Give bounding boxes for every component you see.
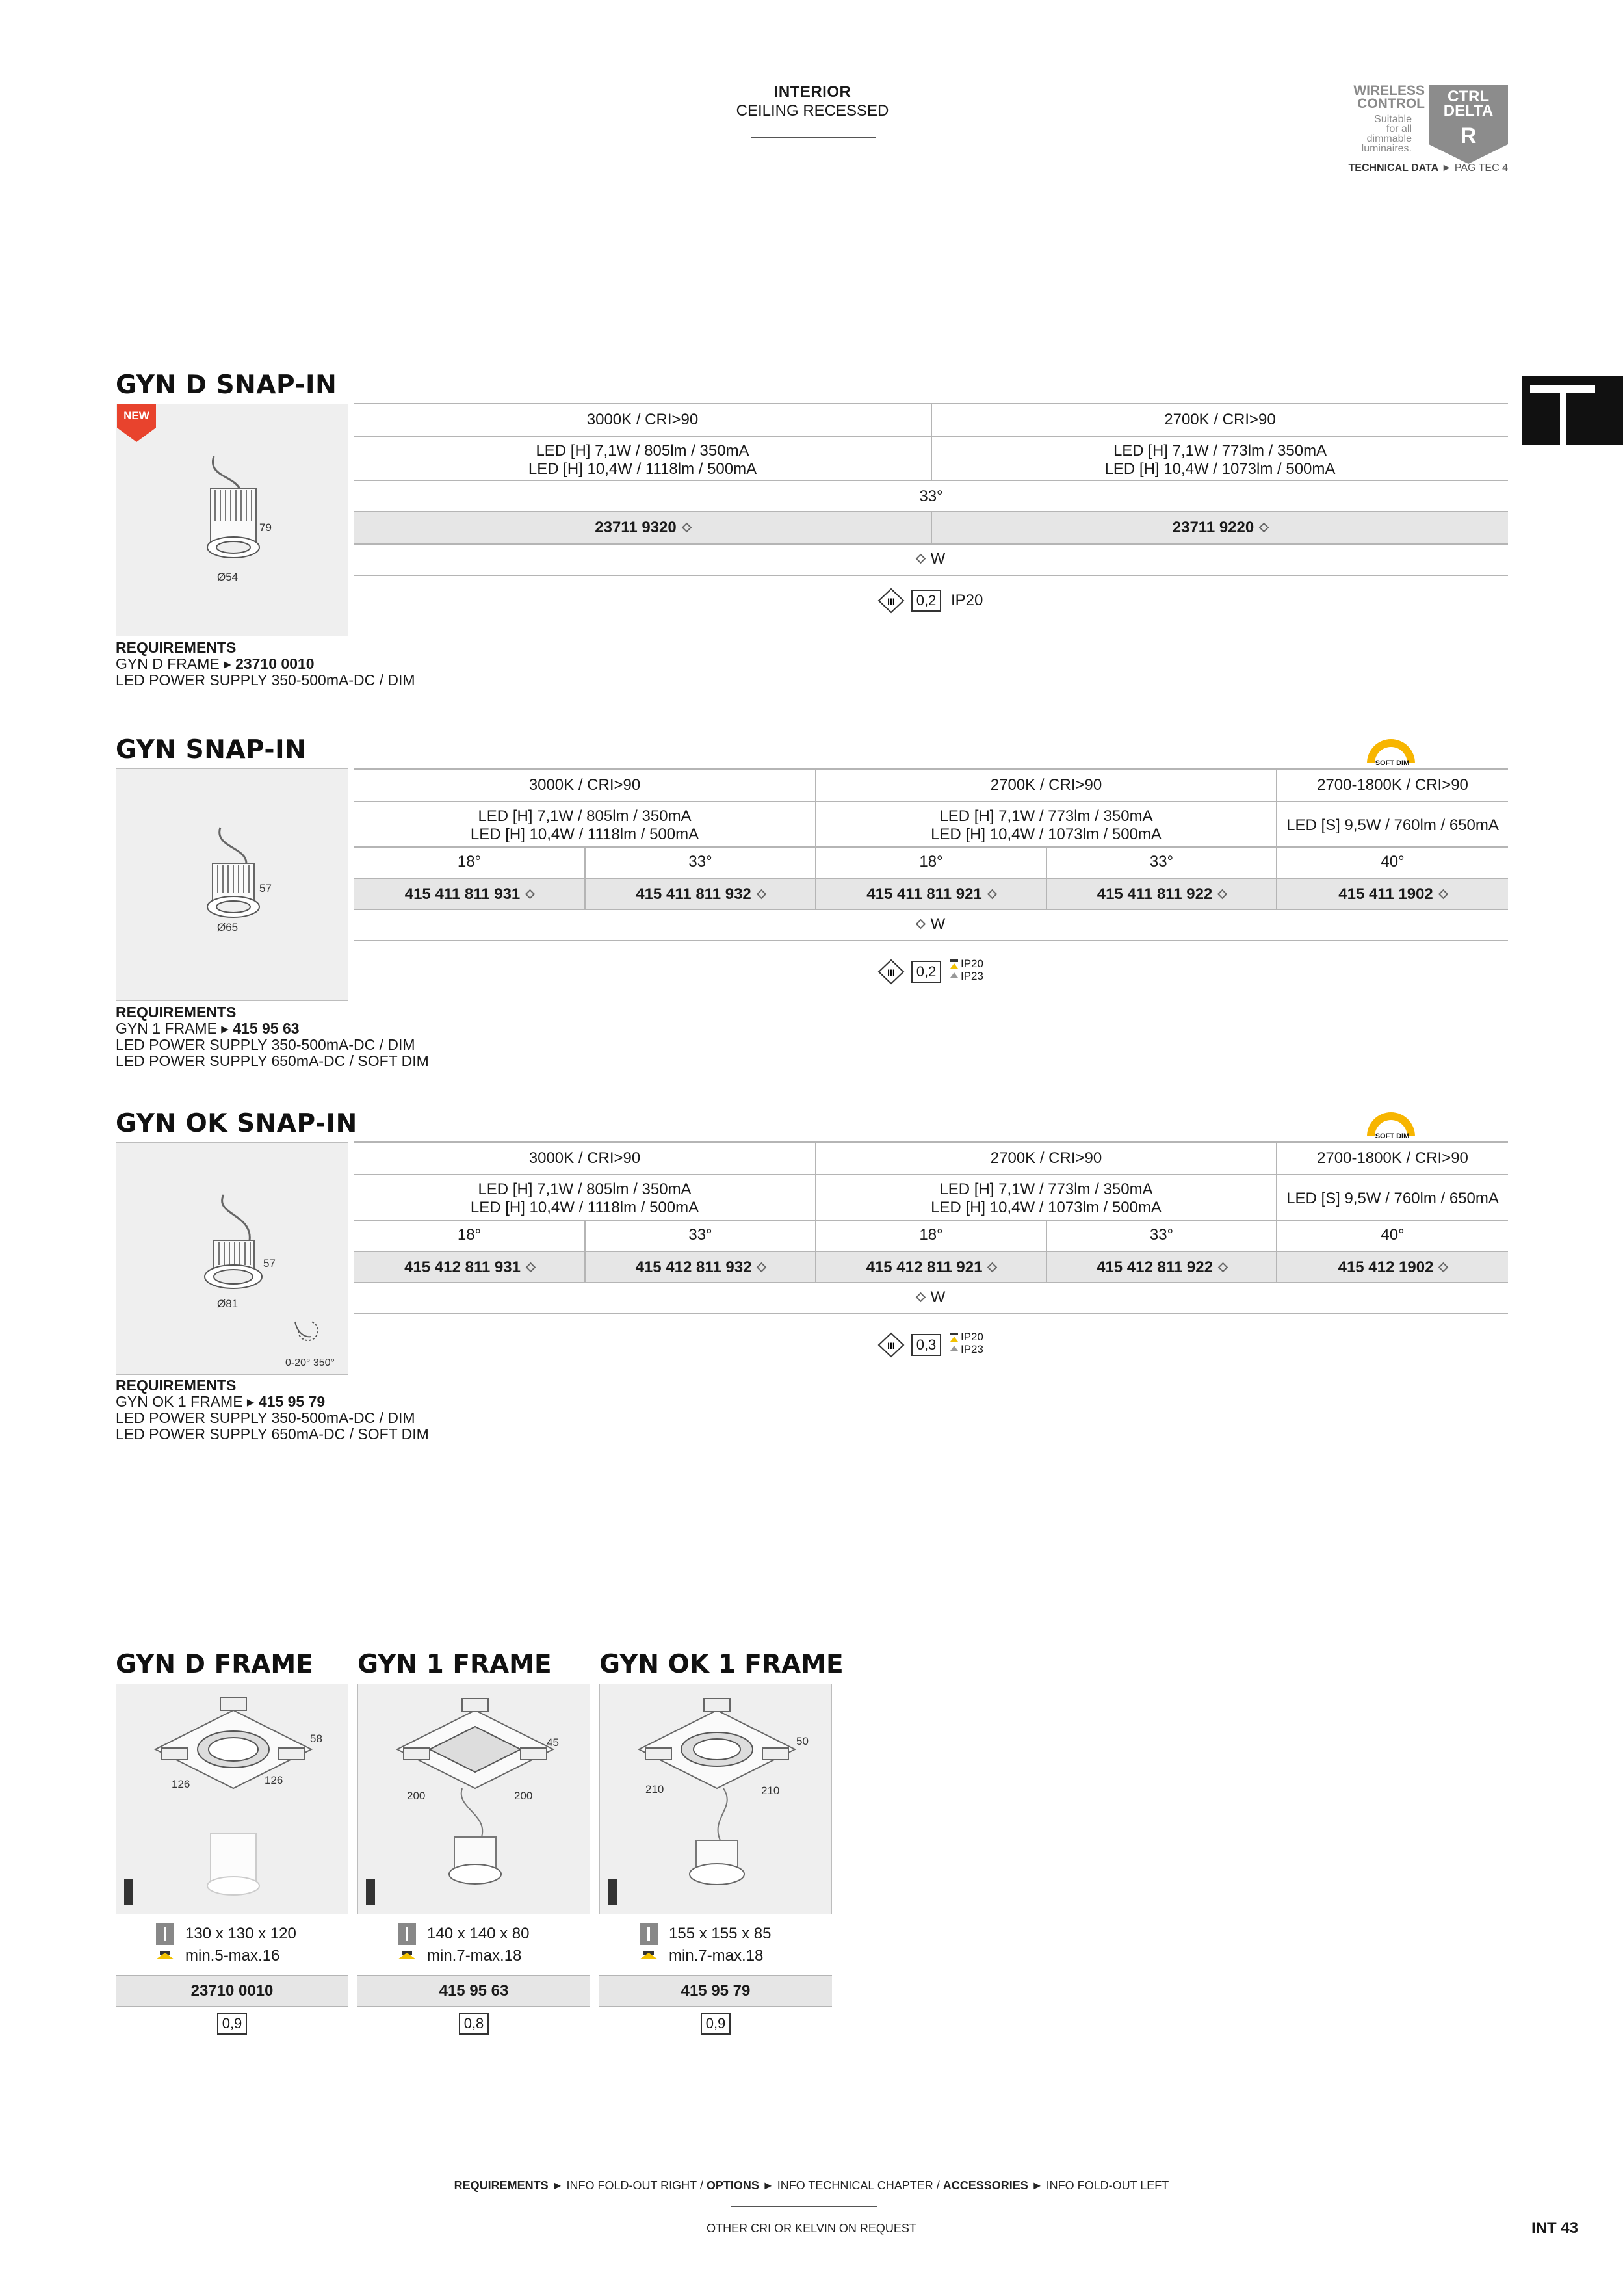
svg-text:III: III bbox=[887, 596, 895, 607]
white-finish-icon bbox=[1259, 523, 1269, 533]
color-legend: W bbox=[354, 550, 1508, 568]
dim-side-a: 200 bbox=[407, 1790, 426, 1802]
product-code[interactable]: 415 412 1902 bbox=[1277, 1259, 1508, 1277]
frame-dims-gyn-ok-1: 155 x 155 x 85 min.7-max.18 bbox=[669, 1925, 772, 1964]
dim-side-a: 126 bbox=[172, 1778, 190, 1790]
dim-side-b: 210 bbox=[761, 1784, 780, 1797]
wireless-control-title: WIRELESS CONTROL bbox=[1353, 83, 1425, 111]
spec-table-gyn bbox=[354, 768, 1508, 944]
white-finish-icon bbox=[525, 889, 536, 900]
chapter-tab-icon bbox=[1522, 376, 1623, 445]
led-spec: LED [H] 7,1W / 773lm / 350mA LED [H] 10,4W / 1073lm / 500mA bbox=[931, 807, 1162, 843]
product-code[interactable]: 23711 9220 bbox=[932, 519, 1508, 537]
frame-code-link[interactable]: 415 95 63 bbox=[233, 1020, 300, 1037]
ctrl-delta-r: R bbox=[1460, 124, 1477, 148]
cutout-icon bbox=[156, 1923, 174, 1962]
cutout-icon bbox=[398, 1923, 416, 1962]
white-finish-icon bbox=[1438, 889, 1448, 900]
dim-height: 57 bbox=[263, 1257, 276, 1270]
product-code[interactable]: 415 411 1902 bbox=[1277, 885, 1508, 904]
product-drawing-gyn bbox=[116, 769, 349, 1002]
frame-image-gyn-ok-1 bbox=[599, 1684, 832, 1914]
frame-image-gyn-1 bbox=[357, 1684, 590, 1914]
beam-angle: 33° bbox=[919, 488, 943, 505]
beam-angle: 33° bbox=[688, 1226, 712, 1244]
white-finish-icon bbox=[915, 554, 926, 564]
dim-side-a: 210 bbox=[645, 1783, 664, 1795]
soft-dim-icon bbox=[1362, 1108, 1420, 1140]
temp-header: 3000K / CRI>90 bbox=[586, 411, 699, 428]
white-finish-icon bbox=[757, 1262, 767, 1273]
svg-text:SOFT DIM: SOFT DIM bbox=[1375, 1132, 1410, 1140]
soft-dim-icon bbox=[1362, 735, 1420, 767]
led-spec: LED [H] 7,1W / 773lm / 350mA LED [H] 10,4W / 1073lm / 500mA bbox=[931, 1181, 1162, 1216]
white-finish-icon bbox=[681, 523, 692, 533]
led-spec: LED [H] 7,1W / 805lm / 350mA LED [H] 10,4W / 1118lm / 500mA bbox=[528, 442, 757, 478]
requirements-gyn-ok: REQUIREMENTS GYN OK 1 FRAME ▸ 415 95 79 LED POWER SUPPLY 350-500mA-DC / DIM LED POWER SUPPLY 650mA-DC / SOFT DIM bbox=[116, 1377, 429, 1442]
dim-diameter: Ø54 bbox=[217, 571, 239, 583]
section-title-gyn-ok: GYN OK SNAP-IN bbox=[116, 1109, 357, 1138]
temp-header: 2700K / CRI>90 bbox=[1164, 411, 1276, 428]
temp-header: 2700K / CRI>90 bbox=[990, 776, 1102, 794]
beam-angle: 40° bbox=[1381, 1226, 1405, 1244]
category-subtitle: CEILING RECESSED bbox=[736, 102, 889, 120]
weight-box: 0,3 bbox=[911, 1334, 941, 1356]
product-code[interactable]: 415 412 811 921 bbox=[816, 1259, 1046, 1277]
product-code[interactable]: 415 412 811 922 bbox=[1047, 1259, 1276, 1277]
new-badge: NEW bbox=[117, 404, 156, 442]
led-spec: LED [S] 9,5W / 760lm / 650mA bbox=[1286, 1190, 1499, 1207]
ip-protection-icon bbox=[950, 1333, 958, 1356]
ip-protection-icon bbox=[950, 959, 958, 983]
beam-angle: 18° bbox=[919, 1226, 943, 1244]
color-legend: W bbox=[354, 1288, 1508, 1307]
requirements-gyn: REQUIREMENTS GYN 1 FRAME ▸ 415 95 63 LED POWER SUPPLY 350-500mA-DC / DIM LED POWER SUPPLY 650mA-DC / SOFT DIM bbox=[116, 1004, 429, 1069]
product-code[interactable]: 415 412 811 932 bbox=[586, 1259, 815, 1277]
ip-ratings: IP20 IP23 bbox=[961, 958, 983, 982]
frame-title-gyn-d: GYN D FRAME bbox=[116, 1650, 313, 1679]
frame-dims-gyn-1: 140 x 140 x 80 min.7-max.18 bbox=[427, 1925, 530, 1964]
product-drawing-gyn-ok bbox=[116, 1143, 349, 1376]
requirements-gyn-d: REQUIREMENTS GYN D FRAME ▸ 23710 0010 LED POWER SUPPLY 350-500mA-DC / DIM bbox=[116, 639, 415, 688]
frame-code-gyn-1[interactable]: 415 95 63 bbox=[357, 1976, 590, 2006]
dim-height: 58 bbox=[310, 1732, 322, 1745]
header-divider bbox=[751, 137, 876, 138]
white-finish-icon bbox=[526, 1262, 536, 1273]
beam-angle: 18° bbox=[457, 1226, 482, 1244]
temp-header: 2700K / CRI>90 bbox=[990, 1149, 1102, 1167]
svg-text:III: III bbox=[887, 967, 895, 978]
product-code[interactable]: 415 411 811 932 bbox=[586, 885, 815, 904]
frame-drawing-gyn-ok-1 bbox=[600, 1684, 833, 1915]
svg-text:III: III bbox=[887, 1340, 895, 1351]
white-finish-icon bbox=[915, 919, 926, 930]
frame-code-link[interactable]: 415 95 79 bbox=[258, 1393, 326, 1410]
temp-header: 2700-1800K / CRI>90 bbox=[1317, 776, 1468, 794]
page-number: INT 43 bbox=[1531, 2219, 1578, 2237]
wireless-control-note: Suitable for all dimmable luminaires. bbox=[1361, 114, 1412, 154]
dim-side-b: 126 bbox=[265, 1774, 283, 1786]
frame-code-link[interactable]: 23710 0010 bbox=[235, 655, 315, 672]
temp-header: 3000K / CRI>90 bbox=[528, 776, 641, 794]
dim-height: 57 bbox=[259, 882, 272, 894]
footer-note: OTHER CRI OR KELVIN ON REQUEST bbox=[707, 2222, 916, 2235]
product-code[interactable]: 23711 9320 bbox=[354, 519, 931, 537]
ip-rating: IP20 bbox=[951, 592, 983, 609]
technical-data-link[interactable]: TECHNICAL DATA ► PAG TEC 4 bbox=[1348, 163, 1508, 174]
beam-angle: 18° bbox=[919, 853, 943, 870]
beam-angle: 18° bbox=[457, 853, 482, 870]
beam-angle: 33° bbox=[1149, 853, 1174, 870]
frame-code-gyn-ok-1[interactable]: 415 95 79 bbox=[599, 1976, 832, 2006]
frame-title-gyn-1: GYN 1 FRAME bbox=[357, 1650, 552, 1679]
weight-box: 0,2 bbox=[911, 961, 941, 983]
beam-angle: 40° bbox=[1381, 853, 1405, 870]
dim-height: 45 bbox=[547, 1736, 559, 1749]
temp-header: 3000K / CRI>90 bbox=[528, 1149, 641, 1167]
product-code[interactable]: 415 411 811 922 bbox=[1047, 885, 1276, 904]
class-iii-icon bbox=[877, 959, 905, 985]
frame-weight: 0,8 bbox=[459, 2013, 489, 2035]
beam-angle: 33° bbox=[1149, 1226, 1174, 1244]
white-finish-icon bbox=[756, 889, 766, 900]
dim-height: 79 bbox=[259, 521, 272, 534]
cutout-icon bbox=[640, 1923, 658, 1962]
ctrl-delta-label: CTRL DELTA bbox=[1443, 88, 1494, 120]
weight-box: 0,2 bbox=[911, 590, 941, 612]
frame-code-gyn-d[interactable]: 23710 0010 bbox=[116, 1976, 348, 2006]
product-code[interactable]: 415 411 811 931 bbox=[354, 885, 584, 904]
frame-title-gyn-ok-1: GYN OK 1 FRAME bbox=[599, 1650, 844, 1679]
frame-image-gyn-d bbox=[116, 1684, 348, 1914]
frame-drawing-gyn-d bbox=[116, 1684, 349, 1915]
class-iii-icon bbox=[877, 588, 905, 614]
ip-ratings: IP20 IP23 bbox=[961, 1331, 983, 1355]
color-legend: W bbox=[354, 915, 1508, 933]
white-finish-icon bbox=[987, 889, 997, 900]
white-finish-icon bbox=[915, 1292, 926, 1303]
footer-divider bbox=[731, 2206, 877, 2207]
class-iii-icon bbox=[877, 1332, 905, 1358]
white-finish-icon bbox=[1438, 1262, 1449, 1273]
temp-header: 2700-1800K / CRI>90 bbox=[1317, 1149, 1468, 1167]
frame-drawing-gyn-1 bbox=[358, 1684, 591, 1915]
dim-side-b: 200 bbox=[514, 1790, 533, 1802]
spec-table-gyn-ok bbox=[354, 1141, 1508, 1317]
frame-weight: 0,9 bbox=[701, 2013, 731, 2035]
led-spec: LED [H] 7,1W / 805lm / 350mA LED [H] 10,4W / 1118lm / 500mA bbox=[470, 1181, 699, 1216]
product-image-gyn-ok bbox=[116, 1142, 348, 1375]
led-spec: LED [H] 7,1W / 805lm / 350mA LED [H] 10,4W / 1118lm / 500mA bbox=[470, 807, 699, 843]
product-code[interactable]: 415 412 811 931 bbox=[354, 1259, 584, 1277]
section-title-gyn: GYN SNAP-IN bbox=[116, 735, 307, 764]
frame-weight: 0,9 bbox=[217, 2013, 247, 2035]
dim-diameter: Ø65 bbox=[217, 921, 239, 933]
beam-angle: 33° bbox=[688, 853, 712, 870]
svg-text:SOFT DIM: SOFT DIM bbox=[1375, 759, 1410, 767]
white-finish-icon bbox=[987, 1262, 998, 1273]
category-title: INTERIOR bbox=[773, 83, 851, 101]
tilt-rotation: 0-20° 350° bbox=[285, 1357, 335, 1368]
led-spec: LED [H] 7,1W / 773lm / 350mA LED [H] 10,4W / 1073lm / 500mA bbox=[1104, 442, 1336, 478]
footer-legend: REQUIREMENTS ► INFO FOLD-OUT RIGHT / OPTIONS ► INFO TECHNICAL CHAPTER / ACCESSORIES ► INFO FOLD-OUT LEFT bbox=[454, 2179, 1169, 2192]
led-spec: LED [S] 9,5W / 760lm / 650mA bbox=[1286, 816, 1499, 834]
product-image-gyn bbox=[116, 768, 348, 1001]
white-finish-icon bbox=[1218, 1262, 1228, 1273]
white-finish-icon bbox=[1217, 889, 1228, 900]
product-code[interactable]: 415 411 811 921 bbox=[816, 885, 1046, 904]
dim-diameter: Ø81 bbox=[217, 1298, 239, 1310]
frame-dims-gyn-d: 130 x 130 x 120 min.5-max.16 bbox=[185, 1925, 296, 1964]
section-title-gyn-d: GYN D SNAP-IN bbox=[116, 371, 337, 400]
dim-height: 50 bbox=[796, 1735, 809, 1747]
spec-table-gyn-d bbox=[354, 403, 1508, 598]
